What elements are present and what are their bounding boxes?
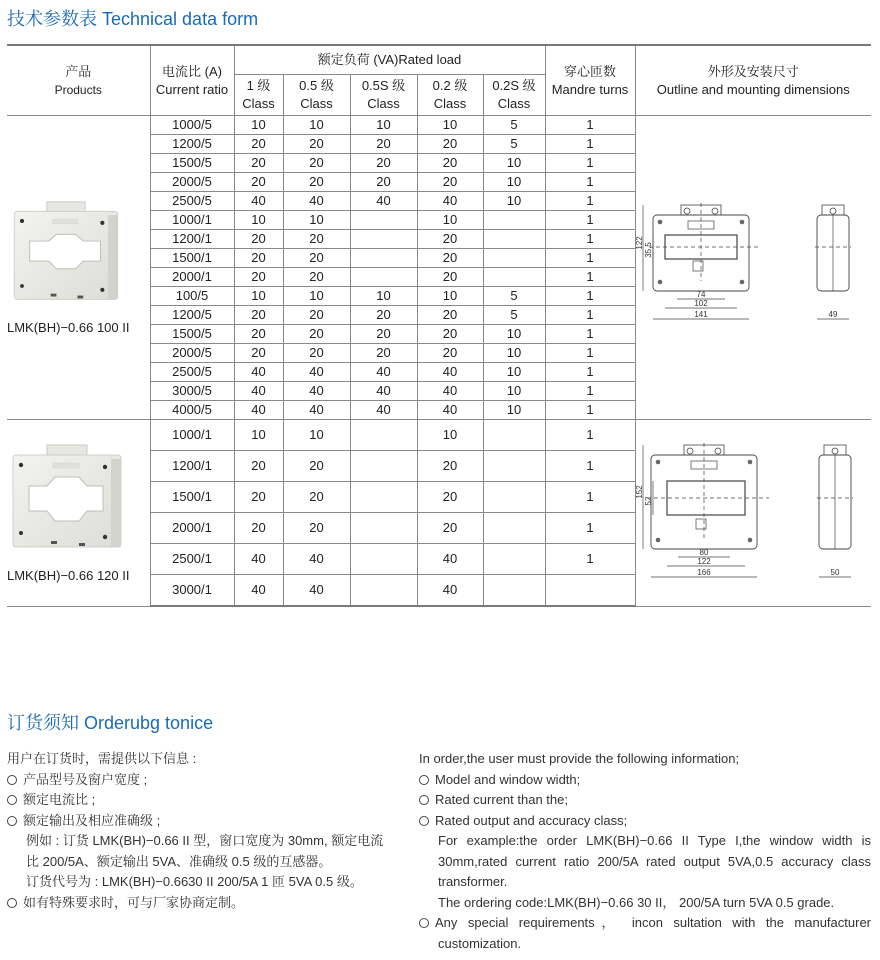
rated-load-cell <box>483 211 545 230</box>
example-line: The ordering code:LMK(BH)−0.66 30 II， 200/5A turn 5VA 0.5 grade. <box>438 894 835 910</box>
rated-load-cell: 20 <box>417 482 483 513</box>
header-products <box>7 45 150 116</box>
product-model-label: LMK(BH)−0.66 100 II <box>7 320 130 335</box>
class-zh: 0.2 级 <box>432 78 468 93</box>
header-class-0-5 <box>283 75 350 116</box>
class-en: Class <box>433 96 467 111</box>
rated-load-cell: 10 <box>417 287 483 306</box>
header-dims-en: Outline and mounting dimensions <box>656 81 850 97</box>
rated-load-cell <box>483 268 545 287</box>
rated-load-cell: 10 <box>483 344 545 363</box>
rated-load-cell <box>483 482 545 513</box>
rated-load-cell: 20 <box>234 482 283 513</box>
rated-load-cell: 10 <box>483 192 545 211</box>
list-item <box>419 811 871 832</box>
rated-load-cell <box>483 575 545 607</box>
current-ratio-cell: 1000/5 <box>150 116 234 135</box>
rated-load-cell: 5 <box>483 116 545 135</box>
dimension-cell <box>635 116 871 420</box>
rated-load-cell: 20 <box>283 513 350 544</box>
current-ratio-cell: 1500/1 <box>150 249 234 268</box>
current-ratio-cell: 2000/1 <box>150 513 234 544</box>
current-ratio-cell: 2500/5 <box>150 363 234 382</box>
circle-bullet-icon <box>419 795 429 805</box>
class-zh: 1 级 <box>246 78 271 93</box>
rated-load-cell: 40 <box>234 401 283 420</box>
header-turns-zh: 穿心匝数 <box>563 63 616 79</box>
header-products-zh: 产品 <box>65 63 92 79</box>
list-item <box>7 770 407 791</box>
outline-dimension-drawing-2 <box>635 435 867 585</box>
rated-load-cell: 20 <box>350 306 417 325</box>
dim-window-height-label: 35.5 <box>644 242 654 258</box>
section-title-ordering: 订货须知 Orderubg tonice <box>7 713 214 733</box>
ordering-notes-zh <box>7 749 407 913</box>
rated-load-cell: 20 <box>350 325 417 344</box>
intro-zh: 用户在订货时，需提供以下信息 : <box>7 751 197 766</box>
ordering-notes-en <box>419 749 871 954</box>
rated-load-cell <box>350 230 417 249</box>
header-rated-load: 额定负荷 (VA)Rated load <box>234 45 545 75</box>
header-dimensions <box>635 45 871 116</box>
rated-load-cell <box>350 482 417 513</box>
rated-load-cell <box>483 249 545 268</box>
rated-load-cell: 20 <box>417 230 483 249</box>
intro-en: In order,the user must provide the following information; <box>419 751 740 766</box>
class-en: Class <box>497 96 531 111</box>
header-class-1 <box>234 75 283 116</box>
header-class-0-2s <box>483 75 545 116</box>
rated-load-cell: 10 <box>234 211 283 230</box>
rated-load-cell: 40 <box>350 192 417 211</box>
rated-load-cell <box>350 420 417 451</box>
rated-load-cell: 20 <box>350 154 417 173</box>
dim-height-label: 122 <box>635 236 645 250</box>
rated-load-cell: 20 <box>283 482 350 513</box>
rated-load-cell: 40 <box>283 382 350 401</box>
turns-cell: 1 <box>545 420 635 451</box>
current-ratio-cell: 2000/1 <box>150 268 234 287</box>
current-ratio-cell: 1200/5 <box>150 306 234 325</box>
rated-load-cell: 10 <box>483 325 545 344</box>
rated-load-cell: 20 <box>283 344 350 363</box>
rated-load-cell: 40 <box>283 544 350 575</box>
header-class-0-2 <box>417 75 483 116</box>
rated-load-cell: 40 <box>283 192 350 211</box>
rated-load-cell: 40 <box>417 382 483 401</box>
list-item <box>419 790 871 811</box>
turns-cell <box>545 575 635 607</box>
circle-bullet-icon <box>419 816 429 826</box>
rated-load-cell: 10 <box>234 116 283 135</box>
rated-load-cell: 20 <box>234 513 283 544</box>
rated-load-cell <box>350 268 417 287</box>
header-products-en: Products <box>54 82 102 97</box>
turns-cell: 1 <box>545 230 635 249</box>
dim-width-label: 166 <box>697 568 711 578</box>
turns-cell: 1 <box>545 268 635 287</box>
rated-load-cell <box>350 451 417 482</box>
rated-load-cell: 40 <box>350 401 417 420</box>
turns-cell: 1 <box>545 401 635 420</box>
rated-load-cell: 40 <box>417 544 483 575</box>
rated-load-cell: 10 <box>283 420 350 451</box>
turns-cell: 1 <box>545 513 635 544</box>
rated-load-cell <box>350 211 417 230</box>
rated-load-cell: 20 <box>417 135 483 154</box>
rated-load-cell: 20 <box>417 306 483 325</box>
example-line: 比 200/5A、额定输出 5VA、准确级 0.5 级的互感器。 <box>26 853 332 869</box>
turns-cell: 1 <box>545 192 635 211</box>
list-item <box>7 811 407 832</box>
rated-load-cell: 20 <box>417 173 483 192</box>
current-ratio-cell: 1500/5 <box>150 154 234 173</box>
rated-load-cell: 10 <box>483 173 545 192</box>
transformer-photo-1 <box>7 198 125 308</box>
rated-load-cell: 20 <box>283 154 350 173</box>
current-ratio-cell: 1500/1 <box>150 482 234 513</box>
circle-bullet-icon <box>7 775 17 785</box>
rated-load-cell: 20 <box>283 173 350 192</box>
current-ratio-cell: 1500/5 <box>150 325 234 344</box>
rated-load-cell: 20 <box>283 451 350 482</box>
rated-load-cell: 40 <box>234 575 283 607</box>
rated-load-cell: 5 <box>483 135 545 154</box>
list-item <box>419 770 871 791</box>
rated-load-cell: 20 <box>417 325 483 344</box>
list-item-text: Any special requirements， incon sultation with the manufacturer <box>435 915 871 930</box>
circle-bullet-icon <box>7 898 17 908</box>
header-ratio-en: Current ratio <box>155 81 229 97</box>
rated-load-cell: 40 <box>417 192 483 211</box>
example-line: 订货代号为 : LMK(BH)−0.6630 II 200/5A 1 匝 5VA 0.5 级。 <box>26 874 363 889</box>
table-row <box>7 420 871 451</box>
class-zh: 0.2S 级 <box>492 78 536 93</box>
current-ratio-cell: 2000/5 <box>150 344 234 363</box>
dim-depth-label: 49 <box>828 310 838 319</box>
turns-cell: 1 <box>545 306 635 325</box>
turns-cell: 1 <box>545 173 635 192</box>
rated-load-cell: 10 <box>283 116 350 135</box>
rated-load-cell: 20 <box>350 173 417 192</box>
rated-load-cell: 20 <box>283 325 350 344</box>
rated-load-cell: 20 <box>234 325 283 344</box>
list-item <box>419 913 871 934</box>
rated-load-cell: 10 <box>483 401 545 420</box>
rated-load-cell: 40 <box>234 363 283 382</box>
rated-load-cell: 20 <box>234 173 283 192</box>
rated-load-cell: 40 <box>283 363 350 382</box>
example-line: transformer. <box>438 874 508 889</box>
class-zh: 0.5S 级 <box>361 78 406 93</box>
rated-load-cell: 5 <box>483 306 545 325</box>
rated-load-cell: 20 <box>283 268 350 287</box>
turns-cell: 1 <box>545 154 635 173</box>
dim-hole-spacing-label: 80 <box>699 548 709 558</box>
dim-width-label: 141 <box>694 310 708 319</box>
current-ratio-cell: 100/5 <box>150 287 234 306</box>
rated-load-cell: 20 <box>417 451 483 482</box>
rated-load-cell: 20 <box>283 306 350 325</box>
rated-load-cell: 20 <box>417 344 483 363</box>
example-line: 例如 : 订货 LMK(BH)−0.66 II 型，窗口宽度为 30mm, 额定电流 <box>26 833 384 848</box>
list-item-text: Rated current than the; <box>435 792 568 807</box>
rated-load-cell: 20 <box>234 230 283 249</box>
rated-load-cell: 40 <box>350 382 417 401</box>
rated-load-cell: 20 <box>234 344 283 363</box>
rated-load-cell: 40 <box>283 401 350 420</box>
turns-cell: 1 <box>545 382 635 401</box>
rated-load-cell: 10 <box>483 382 545 401</box>
list-item-continuation: customization. <box>438 935 522 951</box>
current-ratio-cell: 1200/1 <box>150 230 234 249</box>
class-en: Class <box>367 96 400 111</box>
rated-load-cell: 20 <box>283 135 350 154</box>
rated-load-cell <box>483 420 545 451</box>
technical-data-table <box>7 44 871 607</box>
current-ratio-cell: 2500/5 <box>150 192 234 211</box>
rated-load-cell: 10 <box>234 420 283 451</box>
rated-load-cell: 20 <box>234 154 283 173</box>
turns-cell: 1 <box>545 135 635 154</box>
rated-load-cell <box>350 544 417 575</box>
rated-load-cell: 20 <box>417 513 483 544</box>
rated-load-cell: 20 <box>417 154 483 173</box>
dim-window-height-label: 52 <box>644 496 654 506</box>
header-ratio-zh: 电流比 (A) <box>162 63 222 79</box>
rated-load-cell: 10 <box>483 154 545 173</box>
list-item-text: 如有特殊要求时，可与厂家协商定制。 <box>23 894 245 910</box>
rated-load-cell: 10 <box>350 287 417 306</box>
turns-cell: 1 <box>545 544 635 575</box>
rated-load-cell: 20 <box>234 249 283 268</box>
rated-load-cell: 10 <box>283 211 350 230</box>
current-ratio-cell: 1200/1 <box>150 451 234 482</box>
rated-load-cell <box>483 544 545 575</box>
rated-load-cell: 40 <box>234 192 283 211</box>
rated-load-cell: 40 <box>417 575 483 607</box>
turns-cell: 1 <box>545 482 635 513</box>
current-ratio-cell: 2000/5 <box>150 173 234 192</box>
rated-load-cell: 20 <box>234 135 283 154</box>
circle-bullet-icon <box>419 775 429 785</box>
list-item <box>7 790 407 811</box>
table-row <box>7 116 871 135</box>
list-item-text: 产品型号及窗户宽度 ; <box>23 771 148 787</box>
current-ratio-cell: 1000/1 <box>150 420 234 451</box>
rated-load-cell <box>350 249 417 268</box>
turns-cell: 1 <box>545 363 635 382</box>
rated-load-cell: 10 <box>417 420 483 451</box>
list-item-text: 额定输出及相应准确级 ; <box>23 812 161 828</box>
turns-cell: 1 <box>545 287 635 306</box>
example-line: For example:the order LMK(BH)−0.66 II Type I,the window width is <box>438 833 871 848</box>
rated-load-cell: 10 <box>350 116 417 135</box>
rated-load-cell: 20 <box>234 306 283 325</box>
class-zh: 0.5 级 <box>299 78 334 93</box>
outline-dimension-drawing-1 <box>635 195 867 335</box>
dim-height-label: 152 <box>635 485 645 499</box>
header-turns-en: Mandre turns <box>551 81 629 97</box>
turns-cell: 1 <box>545 344 635 363</box>
rated-load-cell: 10 <box>283 287 350 306</box>
current-ratio-cell: 1000/1 <box>150 211 234 230</box>
example-line: 30mm,rated current ratio 200/5A rated output 5VA,0.5 accuracy class <box>438 853 871 869</box>
circle-bullet-icon <box>419 918 429 928</box>
rated-load-cell <box>483 451 545 482</box>
header-mandre-turns <box>545 45 635 116</box>
rated-load-cell: 20 <box>417 268 483 287</box>
dim-hole-spacing-label: 74 <box>696 290 706 299</box>
rated-load-cell: 40 <box>234 544 283 575</box>
rated-load-cell: 40 <box>283 575 350 607</box>
circle-bullet-icon <box>7 816 17 826</box>
rated-load-cell: 10 <box>234 287 283 306</box>
list-item-text: Model and window width; <box>435 771 581 787</box>
dim-window-width-label: 102 <box>694 299 708 308</box>
current-ratio-cell: 1200/5 <box>150 135 234 154</box>
turns-cell: 1 <box>545 116 635 135</box>
rated-load-cell: 20 <box>234 268 283 287</box>
transformer-photo-2 <box>7 441 127 556</box>
product-model-label: LMK(BH)−0.66 120 II <box>7 567 130 583</box>
class-en: Class <box>300 96 333 111</box>
rated-load-cell: 40 <box>350 363 417 382</box>
rated-load-cell: 20 <box>417 249 483 268</box>
rated-load-cell: 40 <box>417 401 483 420</box>
rated-load-cell <box>350 575 417 607</box>
current-ratio-cell: 3000/1 <box>150 575 234 607</box>
rated-load-cell: 40 <box>417 363 483 382</box>
rated-load-cell: 20 <box>350 344 417 363</box>
dim-depth-label: 50 <box>830 568 840 578</box>
rated-load-cell: 40 <box>234 382 283 401</box>
list-item-text: Rated output and accuracy class; <box>435 812 628 828</box>
section-title-technical-data: 技术参数表 Technical data form <box>7 9 259 29</box>
rated-load-cell: 20 <box>283 249 350 268</box>
current-ratio-cell: 3000/5 <box>150 382 234 401</box>
rated-load-cell: 20 <box>283 230 350 249</box>
rated-load-cell: 10 <box>483 363 545 382</box>
rated-load-cell <box>350 513 417 544</box>
current-ratio-cell: 2500/1 <box>150 544 234 575</box>
header-current-ratio <box>150 45 234 116</box>
turns-cell: 1 <box>545 451 635 482</box>
header-dims-zh: 外形及安装尺寸 <box>707 63 799 79</box>
rated-load-cell: 5 <box>483 287 545 306</box>
header-class-0-5s <box>350 75 417 116</box>
circle-bullet-icon <box>7 795 17 805</box>
turns-cell: 1 <box>545 325 635 344</box>
rated-load-cell: 20 <box>350 135 417 154</box>
turns-cell: 1 <box>545 249 635 268</box>
product-cell <box>7 420 150 607</box>
rated-load-cell <box>483 513 545 544</box>
turns-cell: 1 <box>545 211 635 230</box>
rated-load-cell: 20 <box>234 451 283 482</box>
list-item <box>7 893 407 914</box>
rated-load-cell: 10 <box>417 116 483 135</box>
class-en: Class <box>242 96 275 111</box>
dim-window-width-label: 122 <box>697 557 711 567</box>
product-cell <box>7 116 150 420</box>
rated-load-cell <box>483 230 545 249</box>
dimension-cell <box>635 420 871 607</box>
rated-load-cell: 10 <box>417 211 483 230</box>
list-item-text: 额定电流比 ; <box>23 792 96 807</box>
current-ratio-cell: 4000/5 <box>150 401 234 420</box>
